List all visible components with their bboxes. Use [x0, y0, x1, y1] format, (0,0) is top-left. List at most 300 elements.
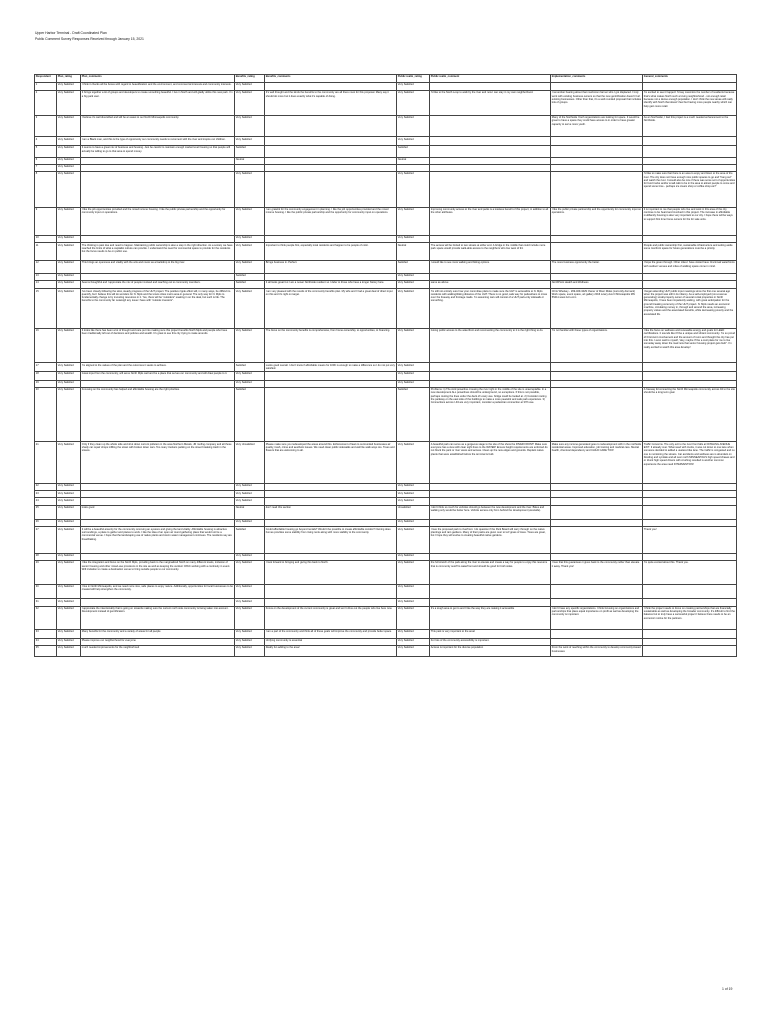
respondent-cell: 25	[35, 505, 57, 520]
public-realm-comment-cell: Giving public access to the waterfront and reconnecting the community to it is the right thing to do.	[430, 328, 551, 363]
plan-comment-cell	[81, 491, 235, 498]
public-realm-comment-cell: Access is important for the diverse population	[430, 645, 551, 656]
implementation-comment-cell: From the work of reaching within the community to develop community-based businesses	[551, 645, 643, 656]
table-row	[35, 363, 737, 372]
public-realm-comment-cell: A beautiful park can serve as a gorgeous stage to the site of the show the RIVER FRONT! Make sure everyone has a view with clear sight lines to the WATER! Ensure height requirements are enforced do not block the park or river views and access. Clean up the new edges and grounds. Replant native plants that were established before the terminal is built.	[430, 442, 551, 484]
plan-rating-cell: Very Satisfied	[57, 280, 81, 289]
table-row	[35, 145, 737, 157]
implementation-comment-cell	[551, 171, 643, 207]
public-realm-comment-cell	[430, 273, 551, 280]
public-realm-rating-cell	[397, 164, 430, 171]
public-realm-comment-cell	[430, 145, 551, 157]
plan-rating-cell: Very Satisfied	[57, 328, 81, 363]
implementation-comment-cell	[551, 498, 643, 505]
public-realm-rating-cell: Very Satisfied	[397, 171, 430, 207]
respondent-cell: 19	[35, 380, 57, 387]
plan-comment-cell	[81, 273, 235, 280]
implementation-comment-cell	[551, 145, 643, 157]
plan-comment-cell	[81, 599, 235, 606]
plan-comment-cell	[81, 553, 235, 560]
implementation-comment-cell	[551, 484, 643, 491]
implementation-comment-cell	[551, 137, 643, 146]
respondent-cell: 3	[35, 115, 57, 137]
table-row	[35, 91, 737, 116]
benefits-comment-cell	[265, 164, 397, 171]
benefits-comment-cell: Please make sure you redeveloped the areas around this. Enforcement of laws to surrounded businesses air quality, trash, crime and aesthetic issues. We need clean public sidewalks and well lite walk ways too. Trees and flowers that are welcoming to all.	[265, 442, 397, 484]
respondent-cell: 26	[35, 520, 57, 527]
implementation-comment-cell	[551, 387, 643, 442]
general-comment-cell	[643, 137, 737, 146]
benefits-rating-cell: Very Satisfied	[235, 380, 265, 387]
respondent-cell: 30	[35, 584, 57, 599]
benefits-comment-cell	[265, 553, 397, 560]
general-comment-cell	[643, 236, 737, 243]
plan-comment-cell: I like the integration and focus on the North Mpls, providing back to the marginalized North on many different levels, inclusion of senior housing and other mixed-use provisions in the site as well as keeping the outdoor CPAC working with a continuity in event. Will invitation to create a destination venue to bring outside people to our community.	[81, 561, 235, 585]
general-comment-cell	[643, 491, 737, 498]
benefits-rating-cell: Very Satisfied	[235, 372, 265, 381]
public-realm-comment-cell	[430, 584, 551, 599]
benefits-comment-cell: I am very pleased with the results of the community benefits plan. My wife and I had a great deal of direct input on this and it's right on target.	[265, 289, 397, 329]
table-row	[35, 491, 737, 498]
plan-rating-cell: Very Satisfied	[57, 527, 81, 554]
table-row	[35, 372, 737, 381]
public-realm-rating-cell: Very Satisfied	[397, 498, 430, 505]
benefits-rating-cell: Very Satisfied	[235, 599, 265, 606]
benefits-rating-cell: Very Satisfied	[235, 207, 265, 236]
public-realm-comment-cell	[430, 164, 551, 171]
implementation-comment-cell	[551, 520, 643, 527]
plan-comment-cell	[81, 157, 235, 164]
public-realm-rating-cell: Very Satisfied	[397, 638, 430, 645]
general-comment-cell	[643, 484, 737, 491]
public-realm-rating-cell: Very Satisfied	[397, 280, 430, 289]
table-row	[35, 207, 737, 236]
table-row	[35, 645, 737, 656]
public-realm-comment-cell	[430, 491, 551, 498]
page-number: 1 of 19	[722, 987, 733, 991]
respondent-cell: 21	[35, 442, 57, 484]
implementation-comment-cell: I like the public private partnership and the opportunity for community input on operations.	[551, 207, 643, 236]
respondent-cell: 11	[35, 243, 57, 261]
benefits-comment-cell	[265, 145, 397, 157]
benefits-rating-cell: Very Satisfied	[235, 498, 265, 505]
plan-rating-cell: Very Satisfied	[57, 387, 81, 442]
public-realm-comment-cell	[430, 380, 551, 387]
respondent-cell: 24	[35, 498, 57, 505]
public-realm-comment-cell: Improving community access to the river and parks is a lossless benefit of this project, in addition to all the other attributes.	[430, 207, 551, 236]
public-realm-rating-cell: Very Satisfied	[397, 606, 430, 630]
plan-rating-cell: Very Satisfied	[57, 498, 81, 505]
plan-rating-cell: Very Satisfied	[57, 137, 81, 146]
respondent-cell: 6	[35, 157, 57, 164]
general-comment-cell	[643, 584, 737, 599]
table-row	[35, 82, 737, 91]
respondent-cell: 29	[35, 561, 57, 585]
plan-rating-cell: Very Satisfied	[57, 82, 81, 91]
public-realm-rating-cell: Very Satisfied	[397, 630, 430, 639]
plan-rating-cell: Very Satisfied	[57, 505, 81, 520]
plan-comment-cell: It seems to have a great mix of business and housing. Just be careful to maintain enough market level housing so that people will actually be willing to go to that area to spend money.	[81, 145, 235, 157]
benefits-comment-cell: Unifying community is essential	[265, 638, 397, 645]
plan-comment-cell	[81, 236, 235, 243]
public-realm-comment-cell	[430, 82, 551, 91]
table-row	[35, 260, 737, 273]
benefits-rating-cell: Very Satisfied	[235, 115, 265, 137]
general-comment-cell	[643, 645, 737, 656]
implementation-comment-cell: The more business opportunity the better.	[551, 260, 643, 273]
respondent-cell: 35	[35, 645, 57, 656]
benefits-comment-cell	[265, 484, 397, 491]
benefits-comment-cell: Really fun adding to the area!	[265, 645, 397, 656]
general-comment-cell	[643, 630, 737, 639]
benefits-rating-cell: Very Satisfied	[235, 260, 265, 273]
table-row	[35, 599, 737, 606]
table-row	[35, 630, 737, 639]
respondent-cell: 22	[35, 484, 57, 491]
benefits-comment-cell	[265, 137, 397, 146]
plan-rating-cell: Very Satisfied	[57, 243, 81, 261]
table-row	[35, 243, 737, 261]
public-realm-rating-cell: Very Satisfied	[397, 82, 430, 91]
plan-rating-cell: Very Satisfied	[57, 599, 81, 606]
public-realm-rating-cell: Very Satisfied	[397, 207, 430, 236]
respondent-cell: 10	[35, 236, 57, 243]
benefits-rating-cell: Very Satisfied	[235, 638, 265, 645]
plan-rating-cell: Very Satisfied	[57, 638, 81, 645]
plan-rating-cell: Very Satisfied	[57, 520, 81, 527]
general-comment-cell	[643, 273, 737, 280]
benefits-comment-cell: It's well thought and the kinds the benefits to the community are all there must for this proposal. Many say it should do more but it does exactly what it's capable of doing.	[265, 91, 397, 116]
plan-comment-cell: Focusing on the community has helped and affordable housing are the right priorities.	[81, 387, 235, 442]
plan-comment-cell: The thinking is past due and need to happen. Maintaining public ownership is also a step in the right direction. As a society we have reached the limits of what a capitalist culture can provide. I understand the need for commercial space to provide for the residents but the focus needs to be on public use.	[81, 243, 235, 261]
table-row	[35, 584, 737, 599]
column-header: Public realm_rating	[397, 75, 430, 83]
benefits-rating-cell: Very Satisfied	[235, 137, 265, 146]
public-realm-rating-cell: Very Satisfied	[397, 363, 430, 372]
column-header: Respondent	[35, 75, 57, 83]
public-realm-comment-cell: I'm still not entirely sure how your committee plans to make sure the UHT is accessible to N. Mpls residents with walking/biking distance of the UHT. There is no good, safe way for pedestrians to cross over the freeway and frontage roads. I'm assuming cars will consist of a UHT park-only sidewalk or something.	[430, 289, 551, 329]
plan-rating-cell: Very Satisfied	[57, 273, 81, 280]
document-subtitle: Public Comment Survey Responses Received through January 15, 2021	[35, 37, 144, 41]
implementation-comment-cell	[551, 363, 643, 372]
public-realm-comment-cell: For lots of the community accessibility is important.	[430, 638, 551, 645]
public-realm-rating-cell: Very Satisfied	[397, 599, 430, 606]
respondent-cell: 32	[35, 606, 57, 630]
implementation-comment-cell: I don't have any specific organizations. I think focusing on organizations and partnerships that place equal importance on profit as well as developing the community is important.	[551, 606, 643, 630]
public-realm-rating-cell: Very Satisfied	[397, 527, 430, 554]
implementation-comment-cell: I remember hearing about that mushroom farmer who I got displaced. I truly work with existing business owners so that the new gentrification doesn't hurt existing businesses. Other than that, it's a well rounded proposal that includes lots of groups.	[551, 91, 643, 116]
plan-comment-cell: I like the job opportunities provided and the mixed income housing. I like the public private partnership and the opportunity for community input on operations.	[81, 207, 235, 236]
public-realm-rating-cell: Very Satisfied	[397, 273, 430, 280]
benefits-rating-cell: Very Satisfied	[235, 584, 265, 599]
public-realm-comment-cell	[430, 520, 551, 527]
implementation-comment-cell	[551, 505, 643, 520]
public-realm-rating-cell: Neutral	[397, 157, 430, 164]
general-comment-cell: A freeway lid connecting the North Minneapolis community across 94 to the site should be a long term goal.	[643, 387, 737, 442]
plan-rating-cell: Very Satisfied	[57, 380, 81, 387]
document-header	[35, 30, 144, 42]
benefits-comment-cell	[265, 520, 397, 527]
respondent-cell: 33	[35, 630, 57, 639]
table-row	[35, 280, 737, 289]
table-row	[35, 561, 737, 585]
general-comment-cell: I think the project needs to focus on creating partnerships that are financially sustainable as well as developing the broader community. It's difficult to find the balance but to truly have a successful project I believe there needs to be an economic motive for the partners.	[643, 606, 737, 630]
general-comment-cell: I hope the green through. Other cities I have visited have Cincinnati waterfronts with outdoor venues and miles of walking space come in mind.	[643, 260, 737, 273]
plan-rating-cell: Very Satisfied	[57, 260, 81, 273]
implementation-comment-cell	[551, 236, 643, 243]
respondent-cell: 31	[35, 599, 57, 606]
respondent-cell: 18	[35, 372, 57, 381]
table-row	[35, 442, 737, 484]
public-realm-rating-cell: Very Satisfied	[397, 645, 430, 656]
implementation-comment-cell	[551, 584, 643, 599]
column-header: Benefits_comments	[265, 75, 397, 83]
public-realm-comment-cell: the full stretch of the park along the river to elevate and create a way for people to enjoy this resource that is commonly outoff to waterfront and should be good for both sides.	[430, 561, 551, 585]
column-header: General_comments	[643, 75, 737, 83]
plan-comment-cell: I appreciate the intentionality that is going on towards making sure the current north side community is being taken into account. Development instead of gentrification.	[81, 606, 235, 630]
public-realm-comment-cell: This park is very important to the area!	[430, 630, 551, 639]
general-comment-cell: Thank you!	[643, 527, 737, 554]
respondent-cell: 7	[35, 164, 57, 171]
benefits-rating-cell: Very Unsatisfied	[235, 442, 265, 484]
public-realm-comment-cell: I don't think so much for vehicles should go between the new development and the river. Bikes and walking only would be better here. Vehicle access only from behind the development (westside).	[430, 505, 551, 520]
plan-comment-cell	[81, 171, 235, 207]
public-realm-comment-cell: The access will be limited to two streets at either end. A bridge in the middle that could include more park space would provide walk-able access to the neighbors who live west of 94.	[430, 243, 551, 261]
plan-comment-cell	[81, 484, 235, 491]
benefits-comment-cell	[265, 157, 397, 164]
plan-comment-cell: Please improve our neighborhood for everyone	[81, 638, 235, 645]
plan-comment-cell: I believe it's well diversified and will be an asset to our North Minneapolis community.	[81, 115, 235, 137]
plan-comment-cell: I've been closely following the slow, steady progress of the UHT project. The positive ripple effect will, in many ways, be difficult to quantify, but I believe this will do wonders for N. Mpls and the towns cities metro area in general. The only way for N. Mpls to fundamentally change is by investing resources in it. Yes, there will be "outsiders" soaking in on the deal, but such is life. The benefits to the community far outweigh any issue I have with "outside investors".	[81, 289, 235, 329]
general-comment-cell	[643, 280, 737, 289]
plan-rating-cell: Very Satisfied	[57, 145, 81, 157]
general-comment-cell	[643, 599, 737, 606]
table-row	[35, 484, 737, 491]
benefits-comment-cell	[265, 599, 397, 606]
public-realm-rating-cell: Very Satisfied	[397, 491, 430, 498]
benefits-comment-cell: don't read this section	[265, 505, 397, 520]
table-row	[35, 273, 737, 280]
table-row	[35, 164, 737, 171]
benefits-rating-cell: Very Satisfied	[235, 236, 265, 243]
plan-comment-cell: much needed improvements for the neighborhood	[81, 645, 235, 656]
table-row	[35, 236, 737, 243]
benefits-comment-cell	[265, 380, 397, 387]
respondent-cell: 9	[35, 207, 57, 236]
public-realm-rating-cell: Very Satisfied	[397, 236, 430, 243]
public-realm-rating-cell: Neutral	[397, 243, 430, 261]
implementation-comment-cell	[551, 630, 643, 639]
table-row	[35, 606, 737, 630]
column-header: Benefits_rating	[235, 75, 265, 83]
column-header: Public realm_comment	[430, 75, 551, 83]
plan-comment-cell: I live in North Minneapolis, and we need more nice, safe places to enjoy nature. Additionally, opportunities for local businesses to be created will help strengthen the community.	[81, 584, 235, 599]
implementation-comment-cell: Chris Whelsey - 299-409-3429 Owner of River Rides (currently dormant) Work space, event space, art gallery 2016 Lowry Ave N Minneapolis MN 55411 www.rivrs.com	[551, 289, 643, 329]
respondent-cell: 23	[35, 491, 57, 498]
implementation-comment-cell	[551, 491, 643, 498]
public-realm-rating-cell: Very Satisfied	[397, 380, 430, 387]
general-comment-cell: As an Northsider, I feel this project is a much needed enhancement to the Northside.	[643, 115, 737, 137]
general-comment-cell	[643, 380, 737, 387]
benefits-rating-cell: Satisfied	[235, 145, 265, 157]
public-realm-comment-cell: I love the proposed park to riverfront. I do question if the Park Board will carry through on the native plantings and rain gardens. Many of their parks are given over to turf grass of trees. Trees are great, but I hope they will evolve to creating beautiful native gardens.	[430, 527, 551, 554]
plan-comment-cell	[81, 164, 235, 171]
benefits-comment-cell: Looks good overall. I don't know if affordable means for 100K is enough to make a difference so I do not put very satisfied.	[265, 363, 395, 371]
public-realm-comment-cell	[430, 553, 551, 560]
public-realm-rating-cell: Very Satisfied	[397, 115, 430, 137]
benefits-comment-cell: I am grateful for the community engagement in planning. I like the job opportunities provided and the mixed income housing. I like the public private partnership and the opportunity for community input on operations.	[265, 207, 397, 236]
benefits-comment-cell	[265, 236, 397, 243]
public-realm-rating-cell: Very Satisfied	[397, 91, 430, 116]
general-comment-cell: It is important to me that people who live and work in this area of the city continue to be heard and involved in this project. The increase in affordable multifamily housing is also very important to our city. I hope there will be ways to support first time home owners for the for sale units.	[643, 207, 737, 236]
table-row	[35, 171, 737, 207]
plan-rating-cell: Very Satisfied	[57, 484, 81, 491]
plan-comment-cell: This brings an openness and vitality with the arts and music as a backdrop to the big river.	[81, 260, 235, 273]
benefits-rating-cell: Very Satisfied	[235, 328, 265, 363]
public-realm-comment-cell: same as above	[430, 280, 551, 289]
plan-rating-cell: Very Satisfied	[57, 630, 81, 639]
plan-rating-cell: Very Satisfied	[57, 115, 81, 137]
implementation-comment-cell	[551, 157, 643, 164]
public-realm-comment-cell	[430, 498, 551, 505]
table-row	[35, 638, 737, 645]
benefits-rating-cell: Neutral	[235, 157, 265, 164]
benefits-rating-cell: Very Satisfied	[235, 82, 265, 91]
benefits-comment-cell	[265, 584, 397, 599]
general-comment-cell	[643, 505, 737, 520]
benefits-rating-cell: Very Satisfied	[235, 520, 265, 527]
respondent-cell: 14	[35, 280, 57, 289]
plan-comment-cell: I am a Black man, and this is the type of opportunity our community needs to reconnect with the river and inspire our children.	[81, 137, 235, 146]
table-row	[35, 328, 737, 363]
plan-comment-cell: It looks like there has been a lot of thought and care put into making sure this project benefits North Mpls and people who have been traditionally left out of decisions and policies and wealth. It's great to see this city trying to make amends.	[81, 328, 235, 363]
benefits-rating-cell: Very Satisfied	[235, 645, 265, 656]
benefits-rating-cell: Very Satisfied	[235, 289, 265, 329]
benefits-rating-cell: Satisfied	[235, 273, 265, 280]
public-realm-comment-cell: It's a tough area to get to and I like the way they are making it accessible	[430, 606, 551, 630]
benefits-rating-cell: Neutral	[235, 505, 265, 520]
benefits-comment-cell	[265, 115, 397, 137]
column-header: Plan_comments	[81, 75, 235, 83]
public-realm-comment-cell: I'd like to the North Loop to walk by the river and now I can stay in my own neighborhood.	[430, 91, 551, 116]
table-row	[35, 380, 737, 387]
general-comment-cell	[643, 520, 737, 527]
benefits-comment-cell	[265, 82, 397, 91]
table-row	[35, 527, 737, 554]
implementation-comment-cell	[551, 243, 643, 261]
benefits-rating-cell: Satisfied	[235, 527, 265, 554]
table-row	[35, 137, 737, 146]
public-realm-rating-cell: Very Satisfied	[397, 553, 430, 560]
plan-rating-cell: Very Satisfied	[57, 372, 81, 381]
respondent-cell: 12	[35, 260, 57, 273]
survey-responses-table	[34, 74, 737, 657]
benefits-rating-cell: Very Satisfied	[235, 171, 265, 207]
table-row	[35, 520, 737, 527]
plan-rating-cell: Very Satisfied	[57, 553, 81, 560]
public-realm-comment-cell	[430, 137, 551, 146]
implementation-comment-cell: NorthPoint Health and Wellness	[551, 280, 643, 289]
respondent-cell: 17	[35, 363, 57, 372]
table-row	[35, 387, 737, 442]
benefits-rating-cell: Very Satisfied	[235, 553, 265, 560]
benefits-rating-cell: Satisfied	[235, 280, 265, 289]
benefits-comment-cell: I look forward to bringing and giving this back to North.	[265, 561, 397, 585]
benefits-comment-cell	[265, 491, 397, 498]
plan-comment-cell	[81, 520, 235, 527]
plan-rating-cell: Very Satisfied	[57, 584, 81, 599]
public-realm-comment-cell	[430, 115, 551, 137]
implementation-comment-cell	[551, 82, 643, 91]
table-row	[35, 115, 737, 137]
plan-rating-cell: Very Satisfied	[57, 606, 81, 630]
benefits-rating-cell: Very Satisfied	[235, 91, 265, 116]
respondent-cell: 34	[35, 638, 57, 645]
public-realm-comment-cell	[430, 236, 551, 243]
plan-comment-cell: It will be a beautiful amenity for the community removing an eyesore and giving the land vitality. Affordable housing is attractive surroundings, a place to gather and places to work. I like the idea of an open air round gathering place that would not be a commercial venue. I hope that the landscaping use of native plants and storm water management continues. The residents say are breathtaking.	[81, 527, 235, 554]
public-realm-comment-cell: Problems: 1) The Acid powerline crossing the river right in the middle of the site is unacceptable. In a new development ALL powerlines should be underground, no exceptions. If this is not possible, perhaps routing the lines under the deck of Lowry ave. bridge could be looked at. 2) Consider routing the parkway on the east side of the buildings to make a more peaceful and safe park experience. 3) Connections across I-94 are very important, consider a pedestrian connection at 37th ave.	[430, 387, 551, 442]
public-realm-rating-cell: Very Satisfied	[397, 584, 430, 599]
general-comment-cell: I'm quite excited about this. Thank you.	[643, 561, 737, 585]
plan-rating-cell: Very Satisfied	[57, 157, 81, 164]
public-realm-rating-cell: Satisfied	[397, 145, 430, 157]
plan-rating-cell: Very Satisfied	[57, 645, 81, 656]
general-comment-cell	[643, 638, 737, 645]
respondent-cell: 8	[35, 171, 57, 207]
public-realm-rating-cell: Very Satisfied	[397, 372, 430, 381]
benefits-rating-cell: Very Satisfied	[235, 491, 265, 498]
public-realm-rating-cell: Very Satisfied	[397, 137, 430, 146]
table-row	[35, 157, 737, 164]
public-realm-comment-cell	[430, 372, 551, 381]
table-body	[35, 82, 737, 656]
benefits-comment-cell	[265, 171, 397, 207]
respondent-cell: 16	[35, 328, 57, 363]
general-comment-cell	[643, 553, 737, 560]
plan-rating-cell: Very Satisfied	[57, 207, 81, 236]
column-header: Implementation_comments	[551, 75, 643, 83]
plan-comment-cell	[81, 380, 235, 387]
benefits-rating-cell	[235, 164, 265, 171]
general-comment-cell	[643, 372, 737, 381]
benefits-comment-cell	[265, 273, 397, 280]
implementation-comment-cell	[551, 372, 643, 381]
plan-rating-cell: Very Satisfied	[57, 91, 81, 116]
plan-comment-cell: Many benefits for the community and a variety of areas for all people	[81, 630, 235, 639]
plan-rating-cell: Very Satisfied	[57, 289, 81, 329]
public-realm-rating-cell: Very Satisfied	[397, 484, 430, 491]
respondent-cell: 5	[35, 145, 57, 157]
public-realm-rating-cell: Unsatisfied	[397, 505, 430, 520]
public-realm-rating-cell: Satisfied	[397, 387, 430, 442]
benefits-comment-cell: The focus on the community benefits is comprehensive, from home ownership, to opportunities, to financing.	[265, 328, 397, 363]
benefits-comment-cell	[265, 372, 397, 381]
general-comment-cell: Traffic Concerns. The only exit to the river front falls at DOWLING AVENUE EXIT. It already over. What need with trucks, it was cut down to one lane when someone decided to added a useless bike lane. The traffic is congested and no one is monitoring the streets. Car accidents and wellness are is abundant on Dowling and Lyndale and all over north MINNEAPOLIS high speed chases and or drunk high speed drivers with crushing resulted is another common experience the area need INTERVENTION!	[643, 442, 737, 484]
public-realm-comment-cell	[430, 171, 551, 207]
public-realm-comment-cell	[430, 157, 551, 164]
general-comment-cell	[643, 145, 737, 157]
general-comment-cell	[643, 157, 737, 164]
general-comment-cell	[643, 498, 737, 505]
table-row	[35, 498, 737, 505]
general-comment-cell: I'd like to make sure that there is an area to enjoy and listen to the area of the river. The city does not have enough nice public spaces to go and "hang out" and watch the river. It would also be nice if there was some sort of opportunities for food trucks and/or small café to be in the area to attract people to come and spend some time - perhaps ice cream shop or coffee shop etc?	[643, 171, 737, 207]
benefits-comment-cell: I am a part of the community and think all of these goals will improve the community and provide better space.	[265, 630, 397, 639]
benefits-rating-cell: Very Satisfied	[235, 630, 265, 639]
respondent-cell: 4	[35, 137, 57, 146]
plan-rating-cell: Very Satisfied	[57, 171, 81, 207]
public-realm-comment-cell: I would like to see more walking and biking options.	[430, 260, 551, 273]
general-comment-cell	[643, 82, 737, 91]
